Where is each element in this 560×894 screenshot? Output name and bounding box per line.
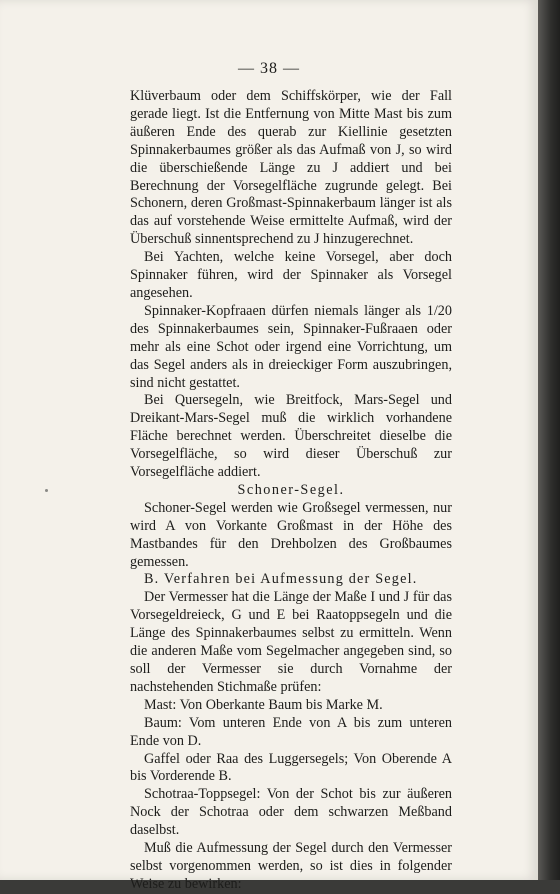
- paragraph-p6: Der Vermesser hat die Länge der Maße I und J für das Vorsegeldreieck, G und E bei Raatoppsegeln und die Länge des Spinnakerbaumes selbst zu ermitteln. Wenn die anderen Maße vom Segelmacher angegeben sind, so soll der Vermesser sie durch Vornahme der nachstehenden Stichmaße prüfen:: [130, 589, 452, 695]
- page-number: — 38 —: [238, 60, 300, 77]
- paragraph-p4: Bei Quersegeln, wie Breitfock, Mars-Segel und Dreikant-Mars-Segel muß die wirklich vorhandene Fläche berechnet werden. Überschreitet dieselbe die Vorsegelfläche, so wird dieser Überschuß zur Vorsegelfläche addiert.: [130, 392, 452, 481]
- paragraph-p10: Schotraa-Toppsegel: Von der Schot bis zur äußeren Nock der Schotraa oder dem schwarzen Meßband daselbst.: [130, 786, 452, 839]
- paragraph-p2: Bei Yachten, welche keine Vorsegel, aber doch Spinnaker führen, wird der Spinnaker als Vorsegel angesehen.: [130, 249, 452, 301]
- paragraph-p8: Baum: Vom unteren Ende von A bis zum unteren Ende von D.: [130, 714, 452, 749]
- body-text: [130, 88, 452, 894]
- paragraph-p7: Mast: Von Oberkante Baum bis Marke M.: [144, 696, 383, 713]
- paragraph-p9: Gaffel oder Raa des Luggersegels; Von Oberende A bis Vorderende B.: [130, 750, 452, 785]
- page-edge-shadow: [538, 0, 560, 880]
- paragraph-p3: Spinnaker-Kopfraaen dürfen niemals länger als 1/20 des Spinnakerbaumes sein, Spinnaker-Fußraaen oder mehr als eine Schot oder irgend eine Vorrichtung, um das Segel anders als in dreieckiger Form auszubringen, sind nicht gestattet.: [130, 302, 452, 391]
- paper-speck: [45, 489, 48, 492]
- paragraph-p11: Muß die Aufmessung der Segel durch den Vermesser selbst vorgenommen werden, so ist dies in folgender Weise zu bewirken:: [130, 840, 452, 892]
- section-heading-b: B. Verfahren bei Aufmessung der Segel.: [144, 571, 418, 588]
- section-heading-schoner-segel: Schoner-Segel.: [237, 481, 345, 498]
- paragraph-p1: Klüverbaum oder dem Schiffskörper, wie der Fall gerade liegt. Ist die Entfernung von Mitte Mast bis zum äußeren Ende des querab zur Kiellinie gesetzten Spinnakerbaumes größer als das Aufmaß von J, so wird die überschießende Länge zu J addiert und bei Berechnung der Vorsegelfläche zugrunde gelegt. Bei Schonern, deren Großmast-Spinnakerbaum länger ist als das auf vorstehende Weise ermittelte Aufmaß, wird der Überschuß sinnentsprechend zu J hinzugerechnet.: [130, 88, 452, 248]
- paragraph-p5: Schoner-Segel werden wie Großsegel vermessen, nur wird A von Vorkante Großmast in der Höhe des Mastbandes für den Drehbolzen des Großbaumes gemessen.: [130, 499, 452, 570]
